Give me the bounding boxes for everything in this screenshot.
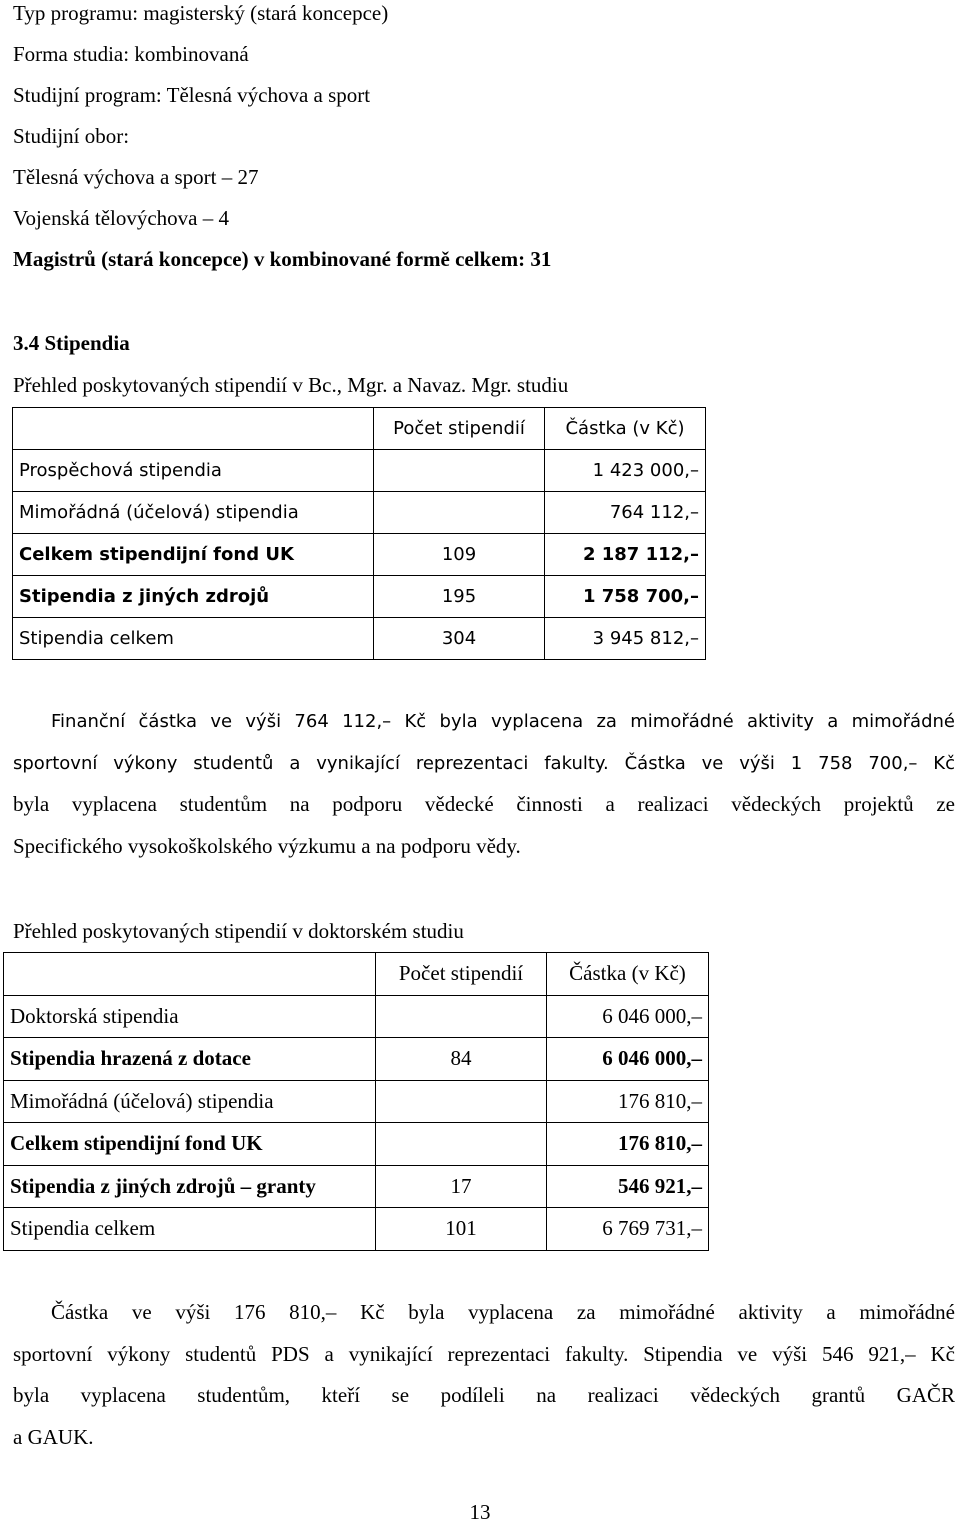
scholarship-table-bachelor-master [12,407,706,660]
row-label: Celkem stipendijní fond UK [4,1123,376,1166]
row-label: Stipendia hrazená z dotace [4,1038,376,1081]
table-row [13,450,706,492]
paragraph-bachelor-master [13,701,955,867]
table-header-cell: Počet stipendií [376,953,547,996]
paragraph-line: Částka ve výši 176 810,– Kč byla vyplacena za mimořádné aktivity a mimořádné [51,1300,955,1324]
row-label: Mimořádná (účelová) stipendia [13,492,374,534]
row-amount: 6 046 000,– [547,995,709,1038]
row-label: Stipendia celkem [4,1208,376,1251]
row-label: Doktorská stipendia [4,995,376,1038]
table-row [4,1208,709,1251]
row-count [376,995,547,1038]
paragraph-line: Specifického vysokoškolského výzkumu a na podporu vědy. [13,833,521,858]
table-header-cell [13,408,374,450]
table-header-cell: Částka (v Kč) [545,408,706,450]
field-military-line: Vojenská tělovýchova – 4 [13,206,229,230]
table-row [4,995,709,1038]
row-amount: 546 921,– [547,1165,709,1208]
row-amount: 176 810,– [547,1123,709,1166]
paragraph-line: a GAUK. [13,1424,94,1449]
table-row [13,576,706,618]
row-count: 304 [374,618,545,660]
row-count: 84 [376,1038,547,1081]
row-label: Mimořádná (účelová) stipendia [4,1080,376,1123]
magistri-total-line: Magistrů (stará koncepce) v kombinované formě celkem: 31 [13,247,552,271]
table-header-cell: Počet stipendií [374,408,545,450]
paragraph-doctoral [13,1292,955,1458]
table-header-row [13,408,706,450]
study-form-line: Forma studia: kombinovaná [13,42,249,66]
row-label: Stipendia celkem [13,618,374,660]
row-count [376,1080,547,1123]
table-row [4,1165,709,1208]
scholarship-table-doctoral [3,952,709,1251]
row-amount: 6 046 000,– [547,1038,709,1081]
paragraph-line: sportovní výkony studentů PDS a vynikající reprezentaci fakulty. Stipendia ve výši 546 921,– Kč [13,1341,955,1366]
row-count: 109 [374,534,545,576]
table-row [4,1123,709,1166]
table-row [13,492,706,534]
row-count [374,492,545,534]
program-type-line: Typ programu: magisterský (stará koncepce) [13,1,389,25]
row-label: Celkem stipendijní fond UK [13,534,374,576]
table2-caption: Přehled poskytovaných stipendií v doktorském studiu [13,919,464,943]
row-amount: 3 945 812,– [545,618,706,660]
table-row [4,1080,709,1123]
table-header-cell: Částka (v Kč) [547,953,709,996]
row-label: Stipendia z jiných zdrojů – granty [4,1165,376,1208]
table1-caption: Přehled poskytovaných stipendií v Bc., Mgr. a Navaz. Mgr. studiu [13,373,569,397]
row-count: 17 [376,1165,547,1208]
row-amount: 764 112,– [545,492,706,534]
page-number: 13 [469,1500,491,1524]
table-header-cell [4,953,376,996]
paragraph-line: byla vyplacena studentům na podporu vědecké činnosti a realizaci vědeckých projektů ze [13,792,955,816]
row-count: 101 [376,1208,547,1251]
row-label: Prospěchová stipendia [13,450,374,492]
row-count [376,1123,547,1166]
table-row [4,1038,709,1081]
row-amount: 176 810,– [547,1080,709,1123]
row-count [374,450,545,492]
table-header-row [4,953,709,996]
paragraph-line: Finanční částka ve výši 764 112,– Kč byla vyplacena za mimořádné aktivity a mimořádné [51,711,955,732]
paragraph-line: sportovní výkony studentů a vynikající reprezentaci fakulty. Částka ve výši 1 758 700,– Kč [13,752,955,774]
table-row [13,534,706,576]
table-row [13,618,706,660]
row-amount: 1 758 700,– [545,576,706,618]
study-field-line: Studijní obor: [13,124,130,148]
row-amount: 2 187 112,– [545,534,706,576]
row-amount: 1 423 000,– [545,450,706,492]
row-count: 195 [374,576,545,618]
study-program-line: Studijní program: Tělesná výchova a sport [13,83,371,107]
field-pe-sport-line: Tělesná výchova a sport – 27 [13,165,259,189]
paragraph-line: byla vyplacena studentům, kteří se podíleli na realizaci vědeckých grantů GAČR [13,1383,955,1407]
section-heading: 3.4 Stipendia [13,331,130,355]
row-label: Stipendia z jiných zdrojů [13,576,374,618]
row-amount: 6 769 731,– [547,1208,709,1251]
